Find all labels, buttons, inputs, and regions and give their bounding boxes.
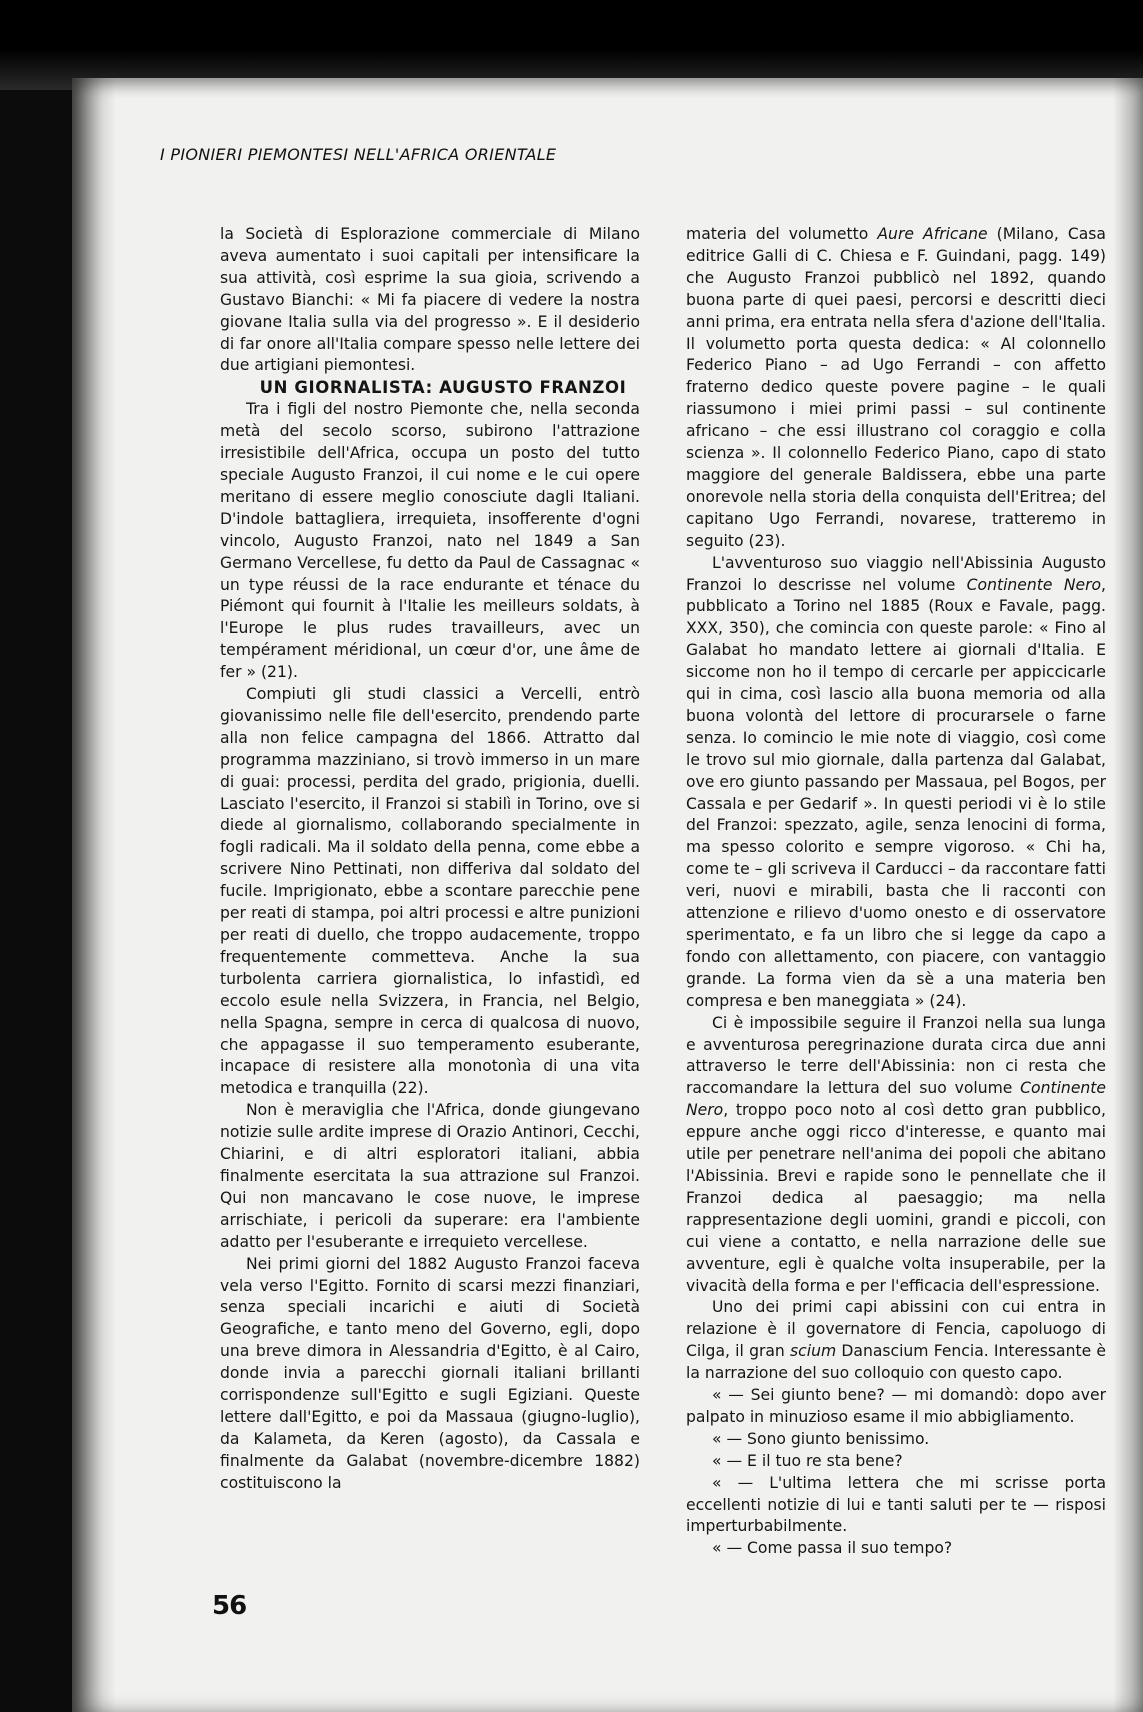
book-title: Continente Nero	[966, 575, 1102, 594]
paragraph: Non è meraviglia che l'Africa, donde giungevano notizie sulle ardite imprese di Orazio Antinori, Cecchi, Chiarini, e di altri esploratori italiani, abbia finalmente esercitata la sua attrazione sul Franzoi. Qui non mancavano le cose nuove, le imprese arrischiate, i pericoli da superare: era l'ambiente adatto per l'esuberante e irrequieto vercellese.	[220, 1101, 640, 1251]
text-run: Danascium Fencia. Interessante è la narrazione del suo colloquio con questo capo.	[686, 1342, 1106, 1383]
paragraph	[686, 224, 1106, 553]
right-column	[686, 224, 1106, 1560]
text-run: L'avventuroso suo viaggio nell'Abissinia Augusto Franzoi lo descrisse nel volume	[686, 553, 1106, 594]
page-edge-shadow	[1113, 78, 1143, 1712]
scan-border-top	[0, 0, 1143, 90]
paragraph: Nei primi giorni del 1882 Augusto Franzoi faceva vela verso l'Egitto. Fornito di scarsi mezzi finanziari, senza speciali incarichi e aiuti di Società Geografiche, e tanto meno del Governo, egli, dopo una breve dimora in Alessandria d'Egitto, è al Cairo, donde invia a parecchi giornali italiani brillanti corrispondenze sull'Egitto e sugli Egiziani. Queste lettere dall'Egitto, e poi da Massaua (giugno-luglio), da Kalameta, da Keren (agosto), da Cassala e finalmente da Galabat (novembre-dicembre 1882) costituiscono la	[220, 1254, 640, 1492]
paragraph: Compiuti gli studi classici a Vercelli, entrò giovanissimo nelle file dell'esercito, prendendo parte alla non felice campagna del 1866. Attratto dal programma mazziniano, si trovò immerso in un mare di guai: processi, perdita del grado, prigionia, duelli. Lasciato l'esercito, il Franzoi si stabilì in Torino, ove si diede al giornalismo, collaborando specialmente in fogli radicali. Ma il soldato della penna, come ebbe a scrivere Nino Pettinati, non differiva dal soldato del fucile. Imprigionato, ebbe a scontare parecchie pene per reati di stampa, poi altri processi e altre punizioni per reati di duello, che troppo audacemente, troppo frequentemente commetteva. Anche la sua turbolenta carriera giornalistica, lo infastidì, ed eccolo esule nella Svizzera, in Francia, nel Belgio, nella Spagna, sempre in cerca di qualcosa di nuovo, che appagasse il suo temperamento esuberante, incapace di resistere alla monotonìa di una vita metodica e tranquilla (22).	[220, 685, 640, 1098]
paragraph: Tra i figli del nostro Piemonte che, nella seconda metà del secolo scorso, subirono l'attrazione irresistibile dell'Africa, occupa un posto del tutto speciale Augusto Franzoi, il cui nome e le cui opere meritano di essere meglio conosciute dagli Italiani. D'indole battagliera, irrequieta, insofferente d'ogni vincolo, Augusto Franzoi, nato nel 1849 a San Germano Vercellese, fu detto da Paul de Cassagnac « un type réussi de la race endurante et ténace du Piémont qui fournit à l'Italie les meilleurs soldats, à l'Europe le plus rudes travailleurs, avec un tempérament méridional, un cœur d'or, une âme de fer » (21).	[220, 400, 640, 682]
text-run: (Milano, Casa editrice Galli di C. Chiesa e F. Guindani, pagg. 149) che Augusto Franzoi pubblicò nel 1892, quando buona parte di quei paesi, percorsi e descritti dieci anni prima, era entrata nella sfera d'azione dell'Italia. Il volumetto porta questa dedica: « Al colonnello Federico Piano – ad Ugo Ferrandi – con affetto fraterno dedico queste povere pagine – le quali riassumono i miei primi passi – sul continente africano – che essi illustrano col coraggio e colla scienza ». Il colonnello Federico Piano, capo di stato maggiore del generale Baldissera, ebbe una parte onorevole nella storia della conquista dell'Eritrea; del capitano Ugo Ferrandi, novarese, tratteremo in seguito (23).	[686, 225, 1106, 550]
book-page	[72, 78, 1143, 1712]
text-run: materia del volumetto	[686, 225, 878, 243]
dialogue-line: « — Come passa il suo tempo?	[712, 1539, 953, 1558]
section-heading: UN GIORNALISTA: AUGUSTO FRANZOI	[259, 378, 627, 398]
dialogue-line: « — E il tuo re sta bene?	[712, 1451, 903, 1470]
page-number: 56	[212, 1591, 247, 1621]
paragraph	[686, 553, 1106, 1013]
italic-term: scium	[790, 1342, 837, 1361]
book-title: Continente Nero	[686, 1079, 1106, 1120]
book-title: Aure Africane	[877, 225, 988, 243]
paragraph: la Società di Esplorazione commerciale di Milano aveva aumentato i suoi capitali per intensificare la sua attività, così esprime la sua gioia, scrivendo a Gustavo Bianchi: « Mi fa piacere di vedere la nostra giovane Italia sulla via del progresso ». E il desiderio di far onore all'Italia compare spesso nelle lettere dei due artigiani piemontesi.	[220, 225, 640, 375]
text-run: , troppo poco noto al così detto gran pubblico, eppure anche oggi ricco d'interesse, e quanto mai utile per penetrare nell'anima dei popoli che abitano l'Abissinia. Brevi e rapide sono le pennellate che il Franzoi dedica al paesaggio; ma nella rappresentazione degli uomini, grandi e piccoli, con cui viene a contatto, e nella narrazione delle sue avventure, egli è qualche volta insuperabile, per la vivacità della forma e per l'efficacia dell'espressione.	[686, 1101, 1106, 1295]
page-spine-shadow	[72, 78, 116, 1712]
paragraph	[686, 1013, 1106, 1298]
text-run: , pubblicato a Torino nel 1885 (Roux e Favale, pagg. XXX, 350), che comincia con queste parole: « Fino al Galabat ho mandato lettere ai giornali d'Italia. E siccome non ho il tempo di cercarle per appiccicarle qui in cima, così lascio alla buona memoria od alla buona volontà del lettore di procurarsele o farne senza. Io comincio le mie note di viaggio, così come le trovo sul mio giornale, dalla partenza dal Galabat, ove ero giunto passando per Massaua, pel Bogos, per Cassala e per Gedarif ». In questi periodi vi è lo stile del Franzoi: spezzato, agile, senza lenocini di forma, ma spesso colorito e sempre vigoroso. « Chi ha, come te – gli scriveva il Carducci – da raccontare fatti veri, nuovi e mirabili, basta che li racconti con attenzione e rilievo d'uomo onesto e di osservatore sperimentato, e fa un libro che si legge da capo a fondo con allettamento, con piacere, con vantaggio grande. La forma vien da sè a una materia ben compresa e ben maneggiata » (24).	[686, 575, 1106, 1010]
text-run: Uno dei primi capi abissini con cui entra in relazione è il governatore di Fencia, capoluogo di Cilga, il gran	[686, 1298, 1106, 1361]
dialogue-line: « — L'ultima lettera che mi scrisse porta eccellenti notizie di lui e tanti saluti per te — risposi imperturbabilmente.	[686, 1473, 1106, 1536]
running-head: I PIONIERI PIEMONTESI NELL'AFRICA ORIENTALE	[160, 145, 557, 164]
dialogue-line: « — Sei giunto bene? — mi domandò: dopo aver palpato in minuzioso esame il mio abbigliamento.	[686, 1386, 1106, 1426]
left-column	[220, 224, 640, 1495]
text-run: Ci è impossibile seguire il Franzoi nella sua lunga e avventurosa peregrinazione durata circa due anni attraverso le terre dell'Abissinia: non ci resta che raccomandare la lettura del suo volume	[686, 1013, 1106, 1098]
paragraph	[686, 1297, 1106, 1385]
dialogue-line: « — Sono giunto benissimo.	[712, 1429, 930, 1448]
